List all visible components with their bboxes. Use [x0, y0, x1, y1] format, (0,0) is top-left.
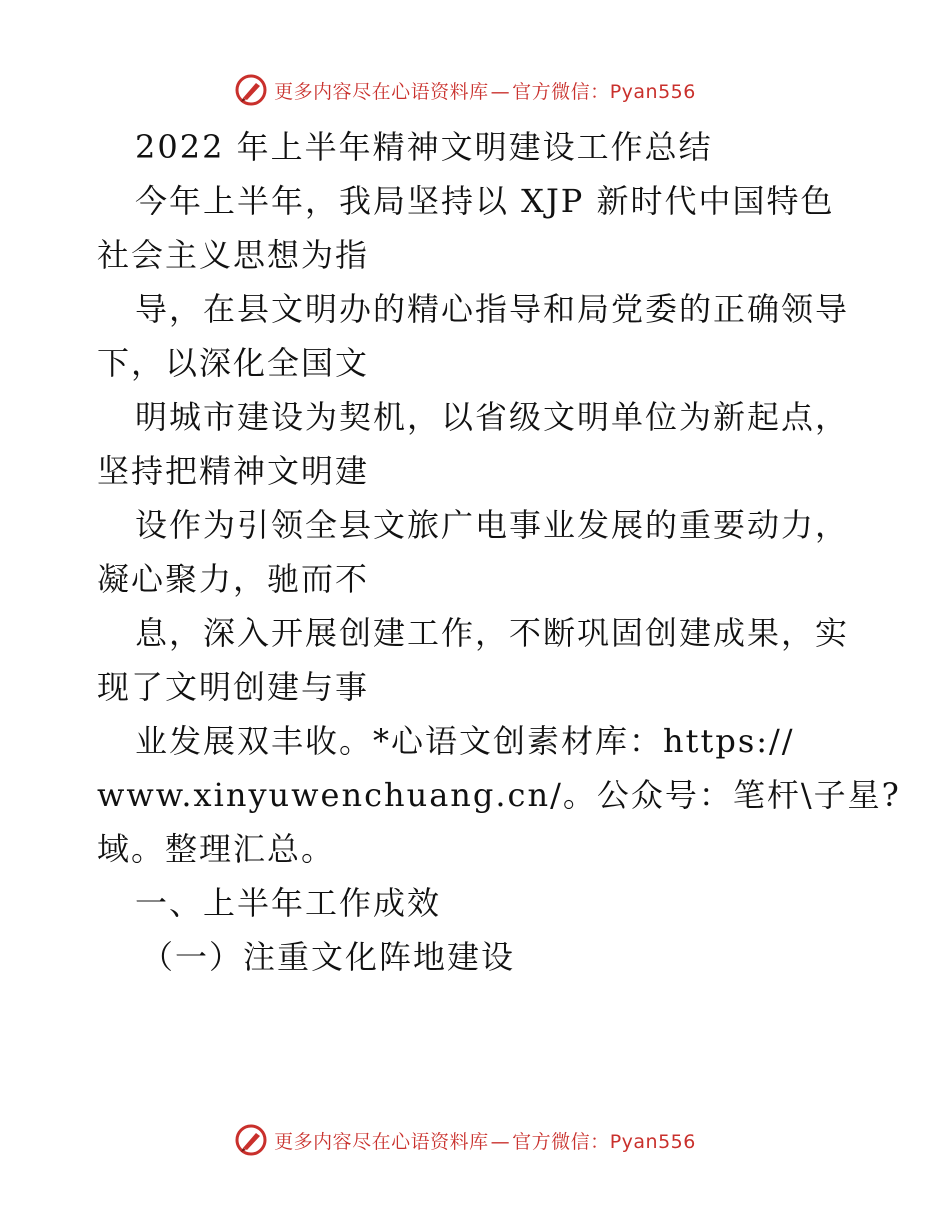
paragraph-line: 今年上半年，我局坚持以 XJP 新时代中国特色: [135, 182, 835, 220]
watermark-separator: —: [490, 1130, 511, 1153]
pen-logo-icon: [234, 1123, 268, 1157]
pen-logo-icon: [234, 73, 268, 107]
watermark-text: [274, 1127, 696, 1154]
document-body: [97, 120, 901, 984]
document-title: 2022 年上半年精神文明建设工作总结: [135, 128, 713, 166]
paragraph-line: 导，在县文明办的精心指导和局党委的正确领导: [135, 290, 850, 328]
watermark-content: [234, 73, 696, 107]
watermark-wechat-id: Pyan556: [609, 1130, 696, 1153]
section-heading: 一、上半年工作成效: [135, 884, 442, 922]
watermark-official-label: 官方微信：: [512, 1130, 610, 1153]
watermark-text: [274, 77, 696, 104]
watermark-content: [234, 1123, 696, 1157]
header-watermark-banner: [0, 70, 950, 110]
paragraph-line: 设作为引领全县文旅广电事业发展的重要动力，: [135, 506, 850, 544]
paragraph-line: 坚持把精神文明建: [97, 452, 370, 490]
paragraph-line: www.xinyuwenchuang.cn/。公众号：笔杆\子星?: [97, 776, 901, 814]
paragraph-line: 域。整理汇总。: [97, 830, 336, 868]
watermark-main-text: 更多内容尽在心语资料库: [274, 80, 489, 103]
paragraph-line: 现了文明创建与事: [97, 668, 370, 706]
paragraph-line: 凝心聚力，驰而不: [97, 560, 370, 598]
watermark-wechat-id: Pyan556: [609, 80, 696, 103]
paragraph-line: 业发展双丰收。*心语文创素材库：https://: [135, 722, 795, 760]
paragraph-line: 下，以深化全国文: [97, 344, 370, 382]
paragraph-line: 明城市建设为契机，以省级文明单位为新起点，: [135, 398, 850, 436]
watermark-separator: —: [490, 80, 511, 103]
paragraph-line: 息，深入开展创建工作，不断巩固创建成果，实: [135, 614, 850, 652]
paragraph-line: 社会主义思想为指: [97, 236, 370, 274]
subsection-heading: （一）注重文化阵地建设: [141, 938, 516, 976]
watermark-official-label: 官方微信：: [512, 80, 610, 103]
watermark-main-text: 更多内容尽在心语资料库: [274, 1130, 489, 1153]
footer-watermark-banner: [0, 1120, 950, 1160]
